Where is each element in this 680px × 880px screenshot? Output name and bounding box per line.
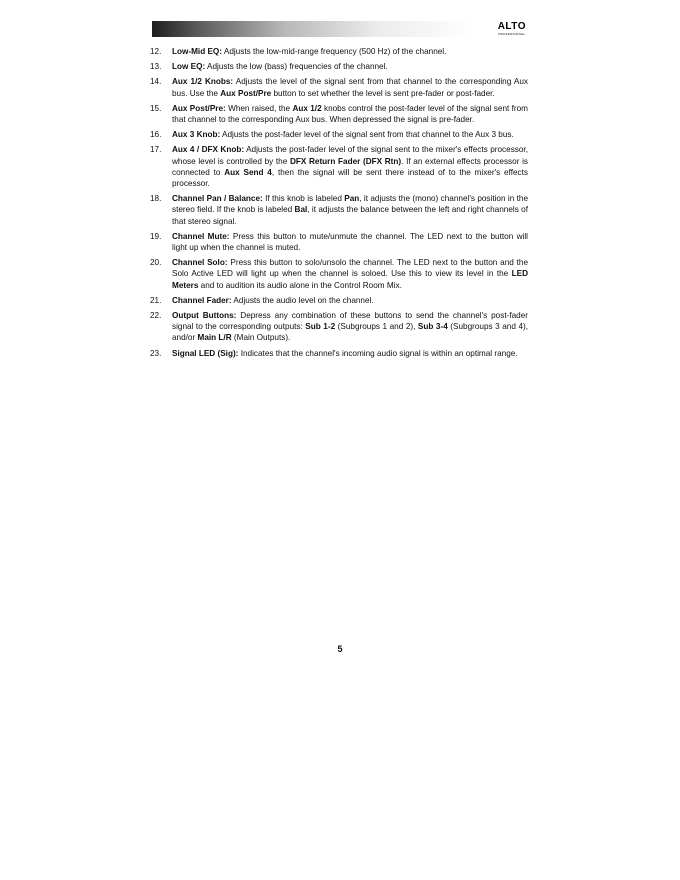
- item-text: Press this button to mute/unmute the channel. The LED next to the button will light up when the channel is muted.: [172, 231, 528, 253]
- item-number: 17.: [150, 145, 162, 155]
- item-number: 20.: [150, 258, 162, 268]
- item-description: [172, 295, 528, 306]
- alto-logo: [498, 21, 530, 37]
- item-description: [172, 129, 528, 140]
- item-text: Indicates that the channel's incoming audio signal is within an optimal range.: [238, 348, 518, 358]
- list-item: [150, 61, 528, 72]
- list-item: [150, 231, 528, 253]
- item-text: Depress any combination of these buttons to send the channel's post-fader signal to the corresponding outputs:: [172, 311, 528, 332]
- item-term: Aux Post/Pre: [220, 88, 272, 98]
- item-number: 21.: [150, 295, 162, 305]
- item-number: 18.: [150, 194, 162, 204]
- item-term: Aux 1/2 Knobs:: [172, 77, 234, 87]
- item-text: , it adjusts the (mono) channel's position in the stereo field. If the knob is labeled: [172, 194, 528, 215]
- item-term: Pan: [344, 194, 360, 204]
- item-term: Aux 4 / DFX Knob:: [172, 145, 245, 155]
- item-term: Low EQ:: [172, 62, 206, 72]
- item-description: [172, 310, 528, 344]
- list-item: [150, 144, 528, 189]
- item-term: Aux 3 Knob:: [172, 130, 221, 140]
- item-text: (Subgroups 3 and 4), and/or: [172, 322, 529, 343]
- item-text: Adjusts the level of the signal sent from that channel to the corresponding Aux bus. Use the: [172, 77, 528, 98]
- item-number: 22.: [150, 311, 162, 321]
- item-text: and to audition its audio alone in the Control Room Mix.: [198, 280, 402, 290]
- item-text: Adjusts the post-fader level of the signal sent from that channel to the Aux 3 bus.: [220, 130, 514, 140]
- item-text: knobs control the post-fader level of the signal sent from that channel to the corresponding Aux bus. When depressed the signal is pre-fader.: [172, 103, 528, 125]
- item-text: When raised, the: [225, 103, 293, 113]
- list-item: [150, 295, 528, 306]
- item-term: Signal LED (Sig):: [172, 348, 239, 358]
- item-number: 19.: [150, 231, 162, 241]
- item-text: Adjusts the low (bass) frequencies of the channel.: [205, 62, 388, 72]
- item-number: 15.: [150, 103, 162, 113]
- item-text: . If an external effects processor is connected to: [172, 156, 528, 177]
- item-text: Adjusts the audio level on the channel.: [231, 295, 374, 305]
- item-description: [172, 61, 528, 72]
- item-term: LED Meters: [172, 269, 528, 290]
- item-term: Output Buttons:: [172, 311, 237, 321]
- list-item: [150, 103, 528, 125]
- item-text: Press this button to solo/unsolo the channel. The LED next to the button and the Solo Active LED will light up when the channel is soloed. Use this to view its level in the: [172, 258, 528, 279]
- item-term: Aux 1/2: [292, 103, 322, 113]
- list-item: [150, 76, 528, 98]
- item-description: [172, 103, 528, 125]
- item-description: [172, 144, 528, 189]
- item-description: [172, 193, 528, 227]
- item-term: Aux Post/Pre:: [172, 103, 226, 113]
- item-text: , then the signal will be sent there instead of to the mixer's effects processor.: [172, 167, 528, 189]
- list-item: [150, 257, 528, 291]
- item-term: Main L/R: [197, 333, 232, 343]
- list-item: [150, 348, 528, 359]
- item-term: Channel Solo:: [172, 258, 228, 268]
- item-term: Sub 3-4: [417, 322, 448, 332]
- list-item: [150, 310, 528, 344]
- item-term: Channel Pan / Balance:: [172, 194, 263, 204]
- list-item: [150, 46, 528, 57]
- item-description: [172, 46, 528, 57]
- list-item: [150, 193, 528, 227]
- logo-tagline: PROFESSIONAL: [498, 32, 526, 36]
- item-number: 16.: [150, 130, 162, 140]
- item-description: [172, 348, 528, 359]
- item-term: Channel Mute:: [172, 231, 230, 241]
- item-text: (Main Outputs).: [231, 333, 291, 343]
- item-term: Channel Fader:: [172, 295, 232, 305]
- item-number: 23.: [150, 348, 162, 358]
- item-description: [172, 76, 528, 98]
- item-term: Bal: [294, 205, 308, 215]
- item-text: (Subgroups 1 and 2),: [335, 322, 418, 332]
- item-text: , it adjusts the balance between the left and right channels of that stereo signal.: [172, 205, 528, 226]
- item-number: 14.: [150, 77, 162, 87]
- item-description: [172, 257, 528, 291]
- header-gradient-bar: [152, 21, 530, 37]
- feature-list: [150, 46, 528, 363]
- item-term: DFX Return Fader (DFX Rtn): [289, 156, 402, 166]
- item-description: [172, 231, 528, 253]
- item-number: 13.: [150, 62, 162, 72]
- item-text: If this knob is labeled: [262, 194, 345, 204]
- item-text: Adjusts the post-fader level of the signal sent to the mixer's effects processor, whose level is controlled by the: [172, 145, 528, 166]
- item-term: Sub 1-2: [305, 322, 336, 332]
- item-text: Adjusts the low-mid-range frequency (500 Hz) of the channel.: [222, 47, 447, 56]
- list-item: [150, 129, 528, 140]
- item-text: button to set whether the level is sent pre-fader or post-fader.: [271, 88, 495, 98]
- logo-wordmark: ALTO: [497, 21, 526, 32]
- item-term: Low-Mid EQ:: [172, 47, 223, 56]
- item-number: 12.: [150, 47, 162, 56]
- item-term: Aux Send 4: [224, 167, 272, 177]
- page-number: 5: [337, 644, 343, 654]
